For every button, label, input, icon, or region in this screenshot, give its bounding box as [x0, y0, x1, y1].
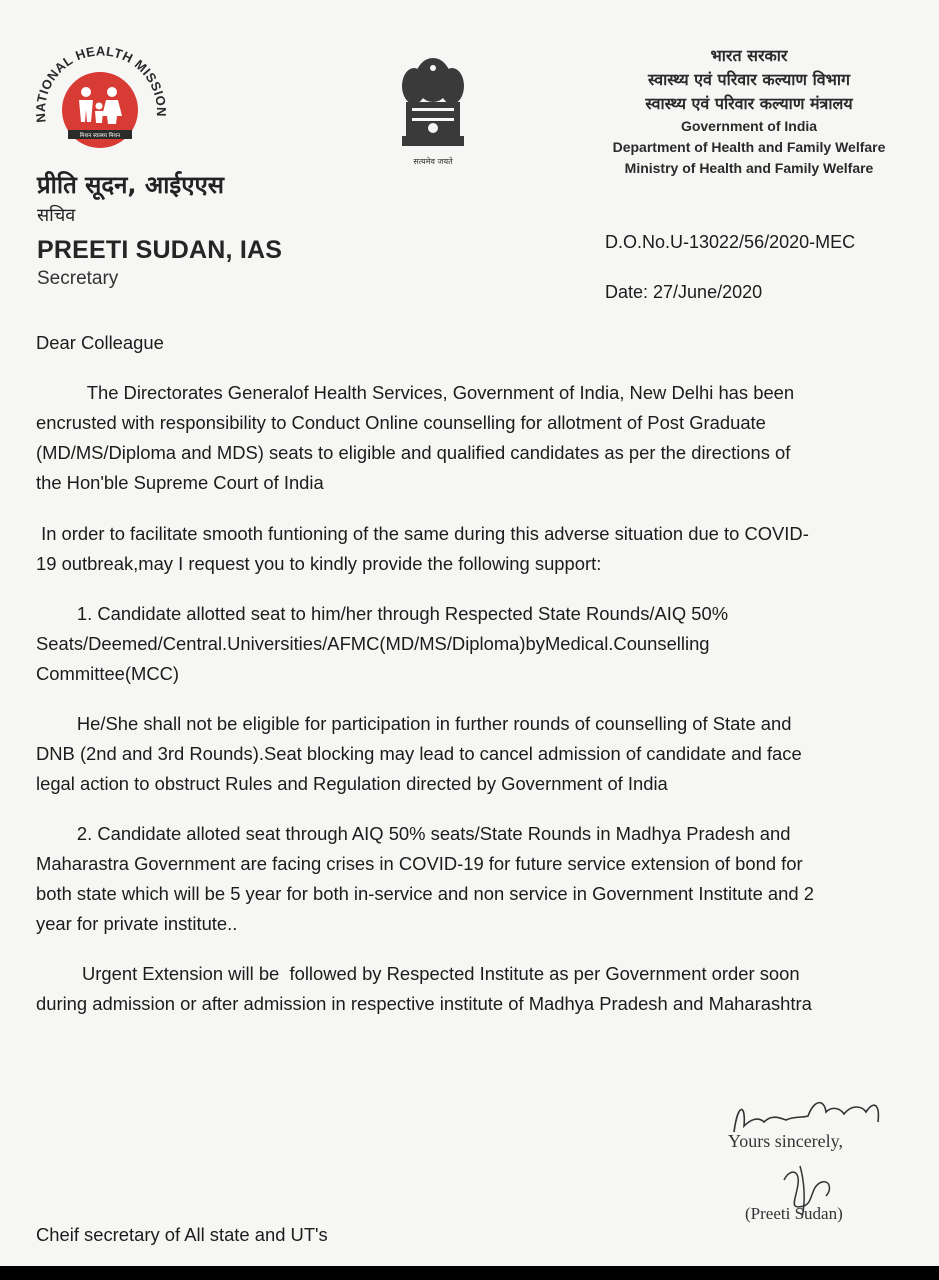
letter-body — [36, 328, 939, 1019]
sender-english-name: PREETI SUDAN, IAS — [37, 236, 283, 264]
office-english-line-3: Ministry of Health and Family Welfare — [624, 160, 874, 176]
paragraph-line: during admission or after admission in respective institute of Madhya Pradesh and Maharashtra — [36, 993, 812, 1014]
office-header — [569, 44, 929, 179]
logo-banner-text: मिशन स्वास्थ्य मिशन — [79, 133, 121, 139]
paragraph-line: Maharastra Government are facing crises in COVID-19 for future service extension of bond for — [36, 853, 803, 874]
paragraph-line: He/She shall not be eligible for participation in further rounds of counselling of State and — [36, 713, 792, 734]
paragraph-line: 2. Candidate alloted seat through AIQ 50% seats/State Rounds in Madhya Pradesh and — [36, 823, 791, 844]
paragraph-line: DNB (2nd and 3rd Rounds).Seat blocking may lead to cancel admission of candidate and face — [36, 743, 802, 764]
closing-yours-sincerely: Yours sincerely, — [728, 1131, 843, 1151]
paragraph-line: The Directorates Generalof Health Services, Government of India, New Delhi has been — [36, 382, 795, 403]
reference-number: D.O.No.U-13022/56/2020-MEC — [605, 232, 856, 252]
paragraph-1 — [36, 378, 939, 498]
addressee: Cheif secretary of All state and UT's — [36, 1224, 328, 1245]
salutation: Dear Colleague — [36, 332, 164, 353]
paragraph-line: Urgent Extension will be followed by Respected Institute as per Government order soon — [36, 963, 800, 984]
paragraph-line: both state which will be 5 year for both in-service and non service in Government Institute and 2 — [36, 883, 814, 904]
paragraph-line: Committee(MCC) — [36, 663, 180, 684]
paragraph-5 — [36, 819, 939, 939]
paragraph-line: 1. Candidate allotted seat to him/her through Respected State Rounds/AIQ 50% — [36, 603, 729, 624]
paragraph-line: In order to facilitate smooth funtioning of the same during this adverse situation due to COVID- — [36, 523, 809, 544]
office-english-line-1: Government of India — [680, 118, 818, 134]
paragraph-2 — [36, 519, 939, 579]
office-hindi-line-2: स्वास्थ्य एवं परिवार कल्याण विभाग — [647, 70, 851, 89]
sender-hindi-title: सचिव — [37, 205, 76, 226]
paragraph-line: encrusted with responsibility to Conduct Online counselling for allotment of Post Graduate — [36, 412, 766, 433]
paragraph-4 — [36, 709, 939, 799]
letter-date: Date: 27/June/2020 — [605, 282, 763, 302]
sender-hindi-name: प्रीति सूदन, आईएएस — [37, 171, 224, 199]
paragraph-3 — [36, 599, 939, 689]
office-english-line-2: Department of Health and Family Welfare — [612, 139, 886, 155]
sender-english-title: Secretary — [37, 268, 119, 289]
paragraph-6 — [36, 959, 939, 1019]
paragraph-line: legal action to obstruct Rules and Regulation directed by Government of India — [36, 773, 668, 794]
paragraph-line: year for private institute.. — [36, 913, 238, 934]
paragraph-line: Seats/Deemed/Central.Universities/AFMC(MD/MS/Diploma)byMedical.Counselling — [36, 633, 710, 654]
national-health-mission-logo — [28, 30, 168, 170]
emblem-motto: सत्यमेव जयते — [413, 157, 453, 166]
office-hindi-line-1: भारत सरकार — [710, 46, 788, 65]
paragraph-line: 19 outbreak,may I request you to kindly provide the following support: — [36, 553, 602, 574]
signatory-name: (Preeti Sudan) — [745, 1204, 843, 1223]
paragraph-line: the Hon'ble Supreme Court of India — [36, 472, 324, 493]
logo-arc-text: NATIONAL HEALTH MISSION — [32, 43, 168, 124]
national-emblem — [388, 50, 478, 175]
bottom-black-bar — [0, 1266, 939, 1280]
office-hindi-line-3: स्वास्थ्य एवं परिवार कल्याण मंत्रालय — [645, 94, 853, 113]
paragraph-line: (MD/MS/Diploma and MDS) seats to eligible and qualified candidates as per the directions of — [36, 442, 791, 463]
